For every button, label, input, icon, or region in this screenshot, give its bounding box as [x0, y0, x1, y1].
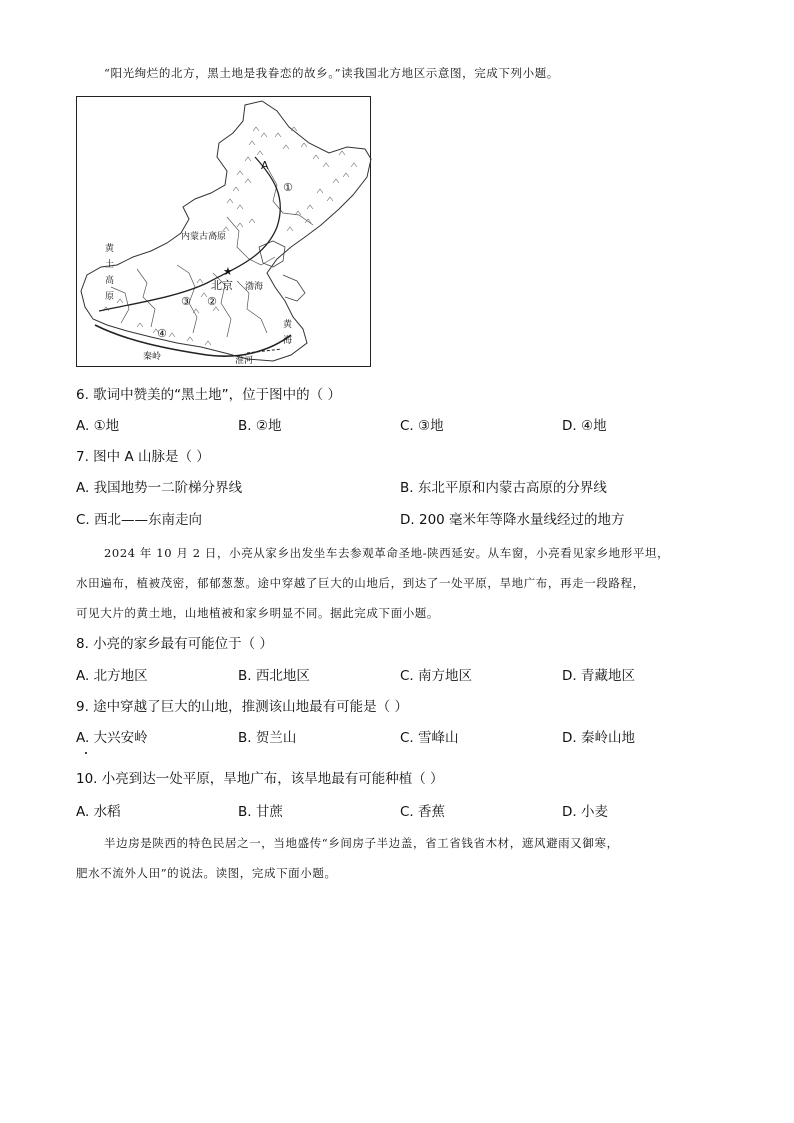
label-region-2: ②: [207, 295, 217, 308]
label-a: A: [261, 159, 269, 172]
q9-option-b[interactable]: B. 贺兰山: [238, 730, 297, 746]
label-qinling: 秦岭: [143, 352, 162, 362]
label-huangtu-1: 黄: [105, 244, 115, 254]
intro2-line-1: 2024 年 10 月 2 日，小亮从家乡出发坐车去参观革命圣地-陕西延安。从车窗，小亮看见家乡地形平坦，: [104, 546, 670, 560]
intro2-line-2: 水田遍布，植被茂密，郁郁葱葱。途中穿越了巨大的山地后，到达了一处平原，旱地广布，再走一段路程，: [76, 576, 645, 590]
north-china-map: [76, 96, 371, 367]
label-bohai: 渤海: [245, 282, 264, 292]
question-9-stem: 9. 途中穿越了巨大的山地，推测该山地最有可能是（ ）: [76, 699, 408, 715]
q6-option-b[interactable]: B. ②地: [238, 418, 282, 434]
q8-option-d[interactable]: D. 青藏地区: [562, 668, 635, 684]
q9-option-a[interactable]: A. 大兴安岭: [76, 730, 148, 746]
q9-option-d[interactable]: D. 秦岭山地: [562, 730, 635, 746]
q7-option-b[interactable]: B. 东北平原和内蒙古高原的分界线: [400, 480, 607, 496]
label-beijing: 北京: [211, 279, 233, 292]
label-huanghai-2: 海: [283, 336, 293, 346]
q6-option-d[interactable]: D. ④地: [562, 418, 607, 434]
q8-option-a[interactable]: A. 北方地区: [76, 668, 148, 684]
label-huaihe: 淮河: [235, 356, 254, 366]
beijing-star-icon: ★: [223, 265, 233, 278]
question-7-stem: 7. 图中 A 山脉是（ ）: [76, 449, 210, 465]
intro-text: “阳光绚烂的北方，黑土地是我眷恋的故乡。”读我国北方地区示意图，完成下列小题。: [104, 66, 559, 80]
q7-option-c[interactable]: C. 西北——东南走向: [76, 512, 203, 528]
label-huanghai-1: 黄: [283, 320, 293, 330]
label-huangtu-4: 原: [105, 292, 115, 302]
q8-option-c[interactable]: C. 南方地区: [400, 668, 473, 684]
question-10-stem: 10. 小亮到达一处平原，旱地广布，该旱地最有可能种植（ ）: [76, 771, 444, 787]
q7-option-a[interactable]: A. 我国地势一二阶梯分界线: [76, 480, 243, 496]
q10-option-c[interactable]: C. 香蕉: [400, 804, 446, 820]
map-drawing: [77, 97, 372, 368]
label-huangtu-3: 高: [105, 276, 115, 286]
q6-option-c[interactable]: C. ③地: [400, 418, 444, 434]
intro3-line-1: 半边房是陕西的特色民居之一，当地盛传“乡间房子半边盖，省工省钱省木材，遮风避雨又御寒，: [104, 836, 619, 850]
label-huangtu-2: 土: [105, 260, 115, 270]
label-region-1: ①: [283, 181, 293, 194]
intro2-line-3: 可见大片的黄土地，山地植被和家乡明显不同。据此完成下面小题。: [76, 606, 439, 620]
q7-option-d[interactable]: D. 200 毫米年等降水量线经过的地方: [400, 512, 625, 528]
q6-option-a[interactable]: A. ①地: [76, 418, 120, 434]
q10-option-b[interactable]: B. 甘蔗: [238, 804, 283, 820]
label-region-3: ③: [181, 295, 191, 308]
question-8-stem: 8. 小亮的家乡最有可能位于（ ）: [76, 636, 273, 652]
q8-option-b[interactable]: B. 西北地区: [238, 668, 310, 684]
q9-option-c[interactable]: C. 雪峰山: [400, 730, 459, 746]
label-neimenggu: 内蒙古高原: [181, 232, 227, 242]
stray-mark: [85, 752, 87, 754]
label-region-4: ④: [157, 327, 167, 340]
question-6-stem: 6. 歌词中赞美的“黑土地”，位于图中的（ ）: [76, 387, 341, 403]
intro3-line-2: 肥水不流外人田”的说法。读图，完成下面小题。: [76, 866, 337, 880]
q10-option-a[interactable]: A. 水稻: [76, 804, 121, 820]
q10-option-d[interactable]: D. 小麦: [562, 804, 608, 820]
